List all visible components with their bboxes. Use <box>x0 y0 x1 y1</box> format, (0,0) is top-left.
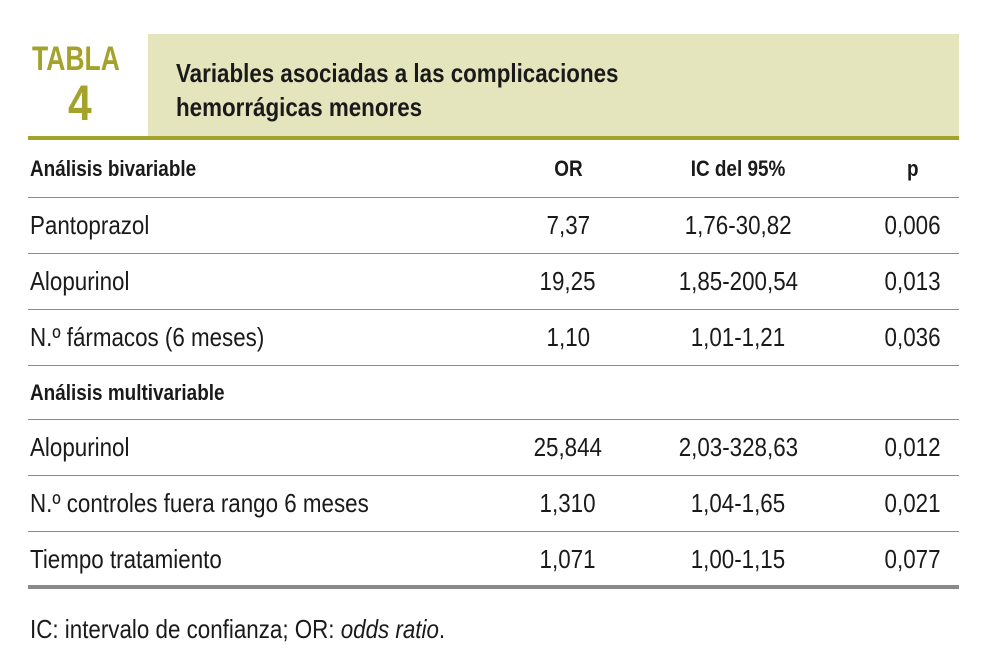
row-or: 1,071 <box>540 544 596 574</box>
table-footnote <box>30 614 513 645</box>
table-title-line-1: Variables asociadas a las complicaciones <box>176 58 619 88</box>
row-label: Alopurinol <box>30 266 130 296</box>
header-bivariable: Análisis bivariable <box>30 155 197 181</box>
row-label: N.º fármacos (6 meses) <box>30 322 265 352</box>
header-or: OR <box>553 155 583 181</box>
header-p: p <box>907 155 919 181</box>
row-p: 0,006 <box>885 210 941 240</box>
footnote-text: IC: intervalo de confianza; OR: <box>30 614 341 644</box>
row-p: 0,013 <box>885 266 941 296</box>
table-title <box>176 56 618 124</box>
section-label-multivariable: Análisis multivariable <box>30 379 225 405</box>
row-or: 25,844 <box>533 432 603 462</box>
table-row <box>28 198 959 254</box>
row-ic: 1,01-1,21 <box>690 322 786 352</box>
row-ic: 1,00-1,15 <box>690 544 786 574</box>
row-ic: 1,85-200,54 <box>678 266 798 296</box>
footnote-italic: odds ratio <box>340 614 439 644</box>
table-title-box <box>148 34 959 136</box>
row-p: 0,012 <box>885 432 941 462</box>
table-row <box>28 476 959 532</box>
table-title-line-2: hemorrágicas menores <box>176 92 423 122</box>
table-row <box>28 532 959 587</box>
row-ic: 2,03-328,63 <box>678 432 798 462</box>
footnote-end: . <box>438 614 446 644</box>
table-tag-word: TABLA <box>32 40 120 78</box>
header-ic: IC del 95% <box>690 155 786 181</box>
table-row <box>28 420 959 476</box>
row-ic: 1,76-30,82 <box>684 210 792 240</box>
table-tag <box>28 34 148 136</box>
row-p: 0,036 <box>885 322 941 352</box>
bottom-rule <box>28 585 959 589</box>
row-label: Alopurinol <box>30 432 130 462</box>
row-p: 0,021 <box>885 488 941 518</box>
row-ic: 1,04-1,65 <box>690 488 786 518</box>
row-p: 0,077 <box>885 544 941 574</box>
table-row <box>28 254 959 310</box>
table-row <box>28 310 959 366</box>
table-header <box>28 34 959 136</box>
row-or: 1,10 <box>546 322 590 352</box>
row-label: Tiempo tratamiento <box>30 544 222 574</box>
row-or: 1,310 <box>540 488 596 518</box>
table-header-row <box>28 140 959 198</box>
section-row-multivariable <box>28 366 959 420</box>
table-tag-number: 4 <box>68 75 92 131</box>
row-or: 19,25 <box>540 266 596 296</box>
row-label: Pantoprazol <box>30 210 150 240</box>
row-or: 7,37 <box>546 210 590 240</box>
row-label: N.º controles fuera rango 6 meses <box>30 488 369 518</box>
data-table <box>28 140 959 587</box>
